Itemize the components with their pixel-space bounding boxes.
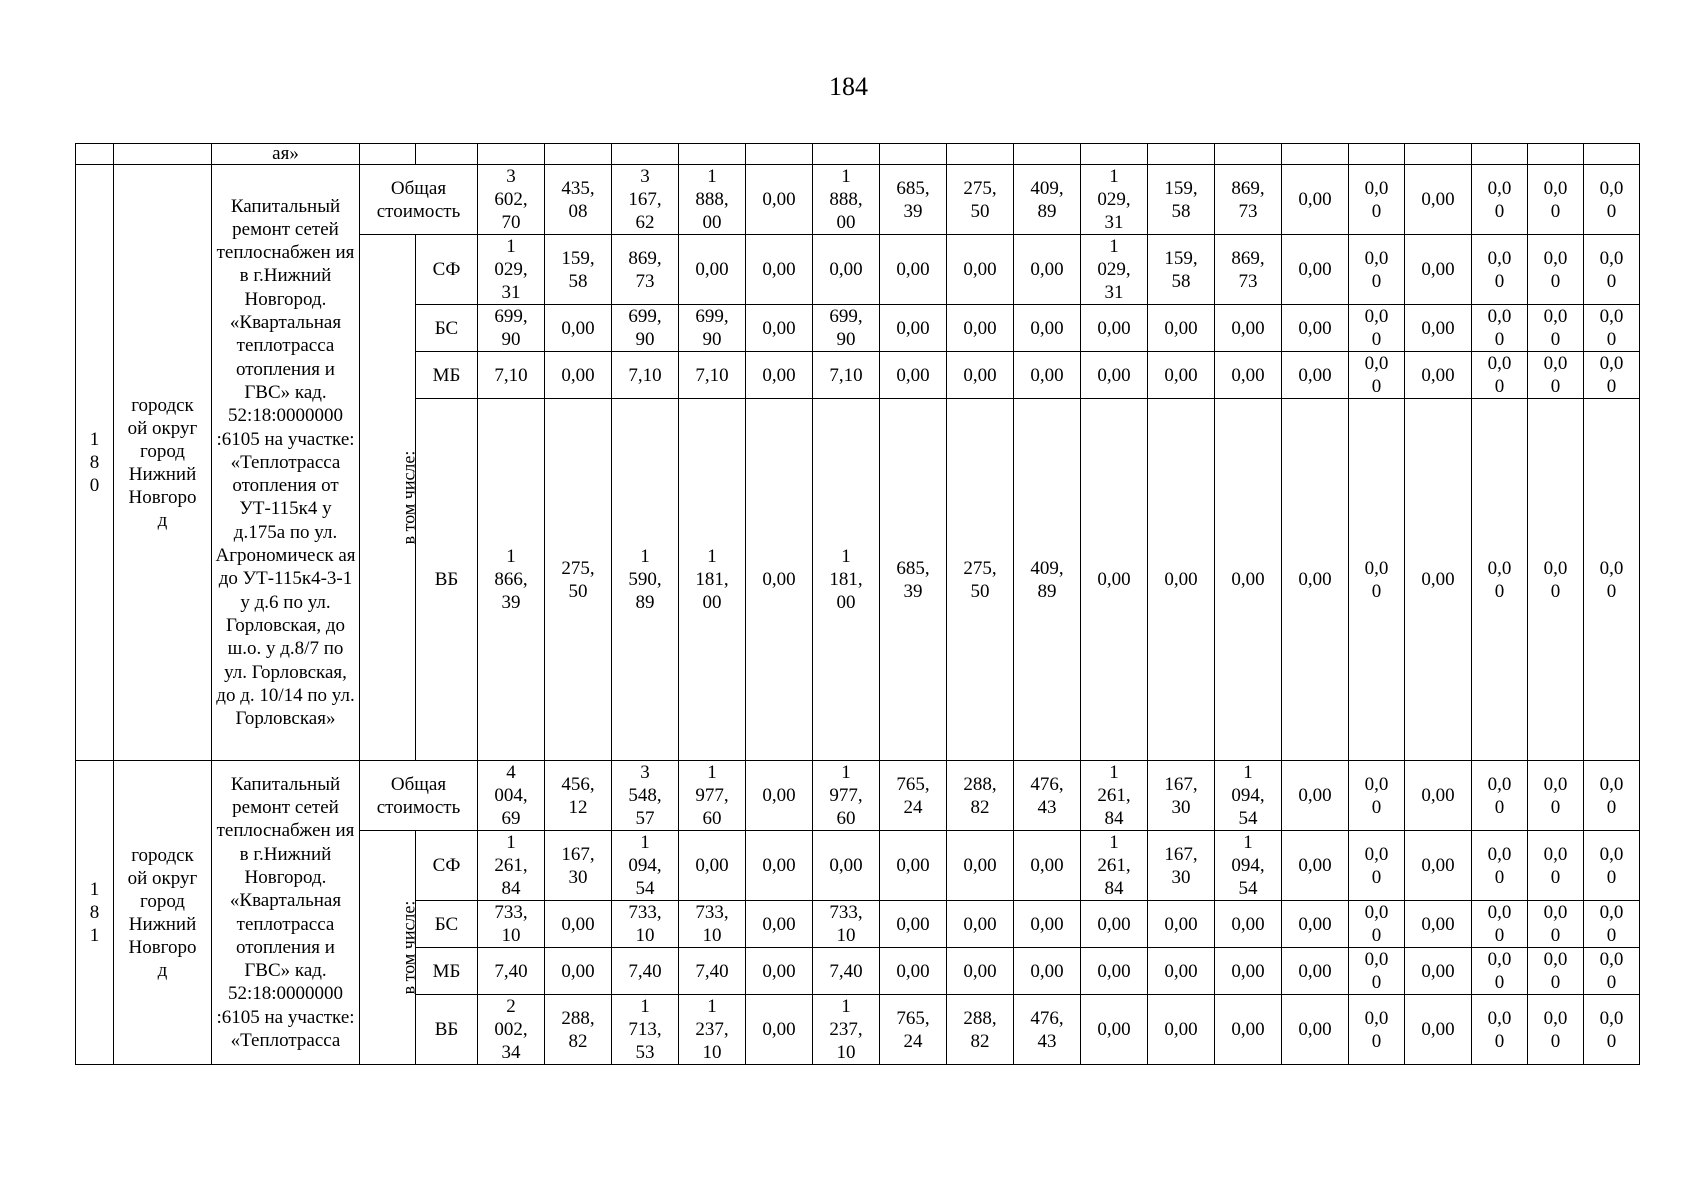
value-cell: 0,00 [679,831,746,901]
value-cell: 0,0 0 [1528,305,1584,352]
value-cell: 1 029, 31 [1081,165,1148,235]
value-cell: 733, 10 [478,901,545,948]
page-number: 184 [829,72,868,101]
value-cell: 0,0 0 [1528,165,1584,235]
value-cell: 476, 43 [1014,995,1081,1065]
value-cell: 0,00 [880,831,947,901]
value-cell: 0,0 0 [1584,761,1640,831]
cell [545,144,612,165]
value-cell: 699, 90 [612,305,679,352]
value-cell: 1 261, 84 [478,831,545,901]
value-cell: 1 094, 54 [1215,831,1282,901]
value-cell: 1 977, 60 [679,761,746,831]
value-cell: 0,00 [746,235,813,305]
budget-table [75,143,1640,1065]
value-cell: 0,00 [746,948,813,995]
value-cell: 275, 50 [947,399,1014,761]
object-description: Капитальный ремонт сетей теплоснабжен ия в г.Нижний Новгород. «Квартальная теплотрасса отопления и ГВС» кад. 52:18:0000000 :6105 на участке: «Теплотрасса отопления от УТ-115к4 у д.175а по ул. Агрономическ ая до УТ-115к4-3-1 у д.6 по ул. Горловская, до ш.о. у д.8/7 по ул. Горловская, до д. 10/14 по ул. Горловская» [212,165,360,761]
source-label: МБ [416,352,478,399]
value-cell: 7,10 [679,352,746,399]
value-cell: 0,0 0 [1584,831,1640,901]
value-cell: 0,0 0 [1472,399,1528,761]
value-cell: 0,00 [1282,901,1349,948]
value-cell: 0,0 0 [1349,948,1405,995]
value-cell: 0,0 0 [1349,831,1405,901]
value-cell: 0,0 0 [1472,948,1528,995]
value-cell: 0,00 [1405,761,1472,831]
value-cell: 1 094, 54 [1215,761,1282,831]
cell [1215,144,1282,165]
value-cell: 0,00 [880,948,947,995]
source-label: СФ [416,235,478,305]
value-cell: 0,00 [1215,399,1282,761]
cell [1528,144,1584,165]
value-cell: 0,00 [1282,235,1349,305]
value-cell: 0,00 [1282,948,1349,995]
value-cell: 0,0 0 [1528,901,1584,948]
cell [76,144,114,165]
source-label: БС [416,901,478,948]
value-cell: 0,00 [947,352,1014,399]
value-cell: 0,00 [679,235,746,305]
value-cell: 733, 10 [679,901,746,948]
value-cell: 0,00 [947,305,1014,352]
value-cell: 0,0 0 [1528,948,1584,995]
value-cell: 0,00 [1405,995,1472,1065]
value-cell: 0,00 [880,235,947,305]
value-cell: 765, 24 [880,761,947,831]
value-cell: 0,00 [1282,399,1349,761]
value-cell: 0,00 [746,831,813,901]
object-description: Капитальный ремонт сетей теплоснабжен ия в г.Нижний Новгород. «Квартальная теплотрасса отопления и ГВС» кад. 52:18:0000000 :6105 на участке: «Теплотрасса [212,761,360,1065]
value-cell: 1 237, 10 [813,995,880,1065]
municipality: городск ой округ город Нижний Новгоро д [114,165,212,761]
cell [1472,144,1528,165]
table-row-total [76,165,1640,235]
value-cell: 1 590, 89 [612,399,679,761]
value-cell: 0,0 0 [1349,352,1405,399]
in-number-text: в том числе: [398,900,419,995]
source-label: БС [416,305,478,352]
value-cell: 0,00 [1014,305,1081,352]
value-cell: 0,00 [813,235,880,305]
total-cost-label: Общая стоимость [360,761,478,831]
value-cell: 7,10 [813,352,880,399]
value-cell: 0,00 [1215,995,1282,1065]
value-cell: 0,00 [1081,995,1148,1065]
value-cell: 1 866, 39 [478,399,545,761]
value-cell: 0,0 0 [1528,995,1584,1065]
cell [679,144,746,165]
value-cell: 0,00 [1014,352,1081,399]
cell [813,144,880,165]
value-cell: 0,0 0 [1472,901,1528,948]
value-cell: 869, 73 [612,235,679,305]
cell [478,144,545,165]
value-cell: 275, 50 [545,399,612,761]
value-cell: 0,00 [1405,901,1472,948]
value-cell: 0,0 0 [1584,901,1640,948]
value-cell: 1 094, 54 [612,831,679,901]
value-cell: 435, 08 [545,165,612,235]
value-cell: 288, 82 [947,761,1014,831]
value-cell: 0,00 [746,305,813,352]
cell [1014,144,1081,165]
value-cell: 0,0 0 [1584,995,1640,1065]
value-cell: 0,00 [1014,235,1081,305]
value-cell: 0,00 [1148,305,1215,352]
value-cell: 0,0 0 [1528,761,1584,831]
value-cell: 0,0 0 [1472,235,1528,305]
value-cell: 0,00 [1148,352,1215,399]
source-label: ВБ [416,995,478,1065]
cell [1081,144,1148,165]
value-cell: 0,00 [947,901,1014,948]
value-cell: 409, 89 [1014,165,1081,235]
value-cell: 4 004, 69 [478,761,545,831]
continuation-row [76,144,1640,165]
value-cell: 0,0 0 [1349,305,1405,352]
value-cell: 3 167, 62 [612,165,679,235]
value-cell: 0,0 0 [1528,399,1584,761]
value-cell: 0,00 [1081,948,1148,995]
value-cell: 869, 73 [1215,165,1282,235]
row-number: 1 8 0 [76,165,114,761]
value-cell: 0,00 [746,761,813,831]
source-label: МБ [416,948,478,995]
value-cell: 0,00 [947,831,1014,901]
value-cell: 0,00 [1405,235,1472,305]
value-cell: 3 602, 70 [478,165,545,235]
value-cell: 0,0 0 [1584,165,1640,235]
value-cell: 0,0 0 [1472,761,1528,831]
value-cell: 0,0 0 [1349,399,1405,761]
value-cell: 1 029, 31 [478,235,545,305]
value-cell: 0,00 [1405,305,1472,352]
value-cell: 7,40 [612,948,679,995]
value-cell: 1 888, 00 [679,165,746,235]
value-cell: 2 002, 34 [478,995,545,1065]
value-cell: 0,00 [1282,761,1349,831]
in-number-text: в том числе: [398,450,419,545]
value-cell: 1 029, 31 [1081,235,1148,305]
in-number-label [360,831,419,1065]
municipality: городск ой округ город Нижний Новгоро д [114,761,212,1065]
value-cell: 699, 90 [679,305,746,352]
value-cell: 0,00 [1405,352,1472,399]
value-cell: 685, 39 [880,399,947,761]
cell [360,144,416,165]
value-cell: 0,0 0 [1528,831,1584,901]
value-cell: 1 181, 00 [679,399,746,761]
value-cell: 1 977, 60 [813,761,880,831]
value-cell: 0,00 [545,901,612,948]
value-cell: 0,00 [1405,399,1472,761]
cell [1349,144,1405,165]
cell [1282,144,1349,165]
value-cell: 0,00 [1282,995,1349,1065]
value-cell: 765, 24 [880,995,947,1065]
cell [1148,144,1215,165]
value-cell: 0,00 [1215,305,1282,352]
value-cell: 0,00 [880,352,947,399]
total-cost-label: Общая стоимость [360,165,478,235]
source-label: ВБ [416,399,478,761]
cell [880,144,947,165]
value-cell: 7,40 [813,948,880,995]
cell [1584,144,1640,165]
value-cell: 167, 30 [1148,761,1215,831]
value-cell: 0,0 0 [1472,995,1528,1065]
value-cell: 0,00 [1148,901,1215,948]
cell [1405,144,1472,165]
value-cell: 1 713, 53 [612,995,679,1065]
value-cell: 288, 82 [947,995,1014,1065]
cell [612,144,679,165]
value-cell: 0,0 0 [1528,235,1584,305]
value-cell: 3 548, 57 [612,761,679,831]
value-cell: 0,00 [1014,831,1081,901]
continuation-text: ая» [212,144,360,165]
value-cell: 159, 58 [545,235,612,305]
value-cell: 0,00 [1405,165,1472,235]
value-cell: 0,00 [545,948,612,995]
value-cell: 0,00 [1148,399,1215,761]
value-cell: 1 261, 84 [1081,831,1148,901]
value-cell: 7,10 [612,352,679,399]
value-cell: 699, 90 [813,305,880,352]
value-cell: 0,00 [947,235,1014,305]
value-cell: 733, 10 [813,901,880,948]
value-cell: 869, 73 [1215,235,1282,305]
value-cell: 699, 90 [478,305,545,352]
value-cell: 0,0 0 [1584,948,1640,995]
value-cell: 288, 82 [545,995,612,1065]
value-cell: 0,00 [746,901,813,948]
value-cell: 0,00 [880,305,947,352]
value-cell: 733, 10 [612,901,679,948]
value-cell: 0,00 [545,305,612,352]
value-cell: 0,00 [1405,831,1472,901]
value-cell: 0,0 0 [1472,165,1528,235]
value-cell: 0,00 [1081,399,1148,761]
value-cell: 167, 30 [1148,831,1215,901]
value-cell: 1 237, 10 [679,995,746,1065]
value-cell: 159, 58 [1148,235,1215,305]
value-cell: 0,00 [1282,831,1349,901]
value-cell: 0,0 0 [1472,831,1528,901]
value-cell: 0,00 [813,831,880,901]
value-cell: 0,00 [1148,948,1215,995]
value-cell: 0,0 0 [1349,901,1405,948]
value-cell: 1 888, 00 [813,165,880,235]
value-cell: 409, 89 [1014,399,1081,761]
cell [947,144,1014,165]
value-cell: 0,00 [545,352,612,399]
value-cell: 0,00 [880,901,947,948]
value-cell: 456, 12 [545,761,612,831]
value-cell: 0,0 0 [1472,352,1528,399]
value-cell: 0,0 0 [1584,305,1640,352]
value-cell: 0,00 [1215,948,1282,995]
value-cell: 0,0 0 [1349,761,1405,831]
cell [114,144,212,165]
value-cell: 0,0 0 [1472,305,1528,352]
in-number-label [360,235,419,761]
value-cell: 7,40 [478,948,545,995]
value-cell: 0,00 [1215,901,1282,948]
value-cell: 0,0 0 [1584,399,1640,761]
value-cell: 0,00 [1081,901,1148,948]
value-cell: 0,00 [1081,305,1148,352]
value-cell: 0,0 0 [1349,235,1405,305]
value-cell: 0,0 0 [1528,352,1584,399]
table-row-total [76,761,1640,831]
value-cell: 159, 58 [1148,165,1215,235]
value-cell: 0,00 [1014,901,1081,948]
value-cell: 0,00 [947,948,1014,995]
value-cell: 1 181, 00 [813,399,880,761]
value-cell: 7,10 [478,352,545,399]
value-cell: 0,0 0 [1349,995,1405,1065]
value-cell: 0,00 [1282,165,1349,235]
value-cell: 0,00 [746,399,813,761]
value-cell: 7,40 [679,948,746,995]
value-cell: 0,00 [746,995,813,1065]
value-cell: 685, 39 [880,165,947,235]
cell [416,144,478,165]
value-cell: 0,00 [746,165,813,235]
value-cell: 0,0 0 [1584,235,1640,305]
value-cell: 275, 50 [947,165,1014,235]
value-cell: 0,0 0 [1349,165,1405,235]
value-cell: 0,00 [1081,352,1148,399]
value-cell: 0,00 [1405,948,1472,995]
value-cell: 1 261, 84 [1081,761,1148,831]
value-cell: 0,00 [1282,352,1349,399]
value-cell: 0,00 [1282,305,1349,352]
source-label: СФ [416,831,478,901]
value-cell: 0,00 [1148,995,1215,1065]
cell [746,144,813,165]
row-number: 1 8 1 [76,761,114,1065]
value-cell: 0,00 [1014,948,1081,995]
value-cell: 0,00 [1215,352,1282,399]
value-cell: 0,00 [746,352,813,399]
value-cell: 0,0 0 [1584,352,1640,399]
value-cell: 476, 43 [1014,761,1081,831]
value-cell: 167, 30 [545,831,612,901]
